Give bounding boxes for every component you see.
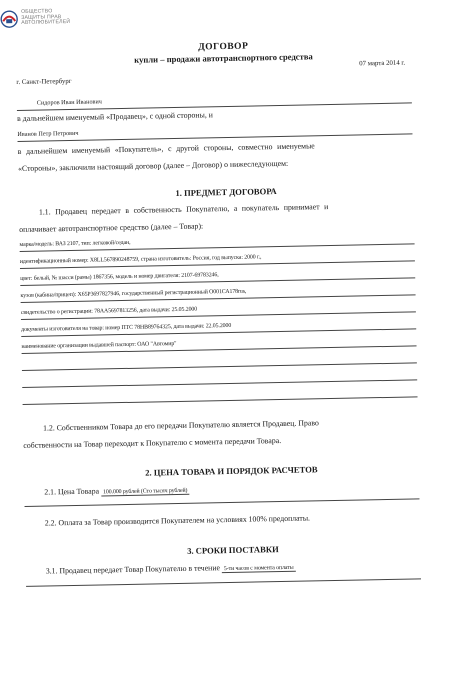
vehicle-detail-row: марка/модель: ВАЗ 2107, тип: легковой/седан,: [19, 239, 131, 248]
delivery-extra-line: [26, 578, 421, 587]
contract-city: г. Санкт-Петербург: [16, 77, 72, 87]
seller-name: Сидоров Иван Иванович: [36, 98, 102, 107]
section-1-2-line-1: 1.2. Собственником Товара до его передачи Покупателю является Продавец. Право: [42, 418, 319, 433]
logo-line-2: ЗАЩИТЫ ПРАВ: [21, 13, 62, 21]
vehicle-detail-row: наименование организации выдавшей паспорт: ОАО "Автомир": [21, 340, 177, 350]
logo-line-1: ОБЩЕСТВО: [20, 8, 53, 15]
price-label: 2.1. Цена Товара: [44, 486, 100, 497]
section-2-1: [44, 485, 189, 498]
section-2-heading: 2. ЦЕНА ТОВАРА И ПОРЯДОК РАСЧЕТОВ: [145, 464, 318, 478]
section-2-2: 2.2. Оплата за Товар производится Покупателем на условиях 100% предоплаты.: [44, 513, 311, 528]
section-3-heading: 3. СРОКИ ПОСТАВКИ: [187, 544, 279, 556]
vehicle-detail-row: свидетельство о регистрации: 78АА5697813256, дата выдачи: 25.05.2000: [20, 306, 198, 316]
price-value: 100.000 рублей (Сто тысяч рублей): [101, 488, 189, 497]
vehicle-detail-row: идентификационный номер: X8LL567890248759, страна изготовитель: Россия, год выпуска: 2000 г.,: [19, 254, 262, 265]
blank-line: [22, 362, 417, 371]
price-extra-line: [25, 498, 420, 507]
section-1-1-line-2: оплачивает автотранспортное средство (далее – Товар):: [19, 221, 204, 234]
vehicle-detail-row: цвет: белый, № шасси (рамы) 1867356, модель и номер двигателя: 2107-69783246,: [20, 272, 219, 282]
logo-line-3: АВТОЛЮБИТЕЛЕЙ: [21, 19, 71, 27]
section-1-1-line-1: 1.1. Продавец передает в собственность Покупателю, а покупатель принимает и: [38, 202, 329, 217]
seller-role-text: в дальнейшем именуемый «Продавец», с одной стороны, и: [17, 110, 213, 124]
blank-line: [23, 396, 418, 405]
contract-date: 07 марта 2014 г.: [359, 59, 406, 68]
section-1-2-line-2: собственности на Товар переходит к Покупателю с момента передачи Товара.: [23, 436, 282, 450]
document-subtitle: купли – продажи автотранспортного средства: [134, 51, 313, 65]
buyer-role-text-2: «Стороны», заключили настоящий договор (далее – Договор) о нижеследующем:: [17, 158, 289, 174]
section-1-heading: 1. ПРЕДМЕТ ДОГОВОРА: [175, 186, 277, 198]
buyer-name: Иванов Петр Петрович: [17, 129, 79, 139]
vehicle-detail-row: кузов (кабина/прицеп): X65P3697827946, государственный регистрационный О001СА178rus,: [20, 288, 247, 299]
shield-logo-icon: [0, 10, 18, 28]
buyer-role-text-1: в дальнейшем именуемый «Покупатель», с другой стороны, совместно именуемые: [17, 141, 315, 157]
delivery-label: 3.1. Продавец передает Товар Покупателю в течение: [45, 563, 221, 576]
section-3-1: [46, 562, 296, 577]
blank-line: [22, 379, 417, 388]
vehicle-detail-row: документы изготовителя на товар: номер ПТС 78НВ89764325, дата выдачи: 22.05.2000: [21, 322, 232, 333]
delivery-value: 5-ти часов с момента оплаты: [222, 565, 296, 573]
document-title: ДОГОВОР: [198, 41, 249, 53]
organization-logo: [0, 9, 70, 28]
